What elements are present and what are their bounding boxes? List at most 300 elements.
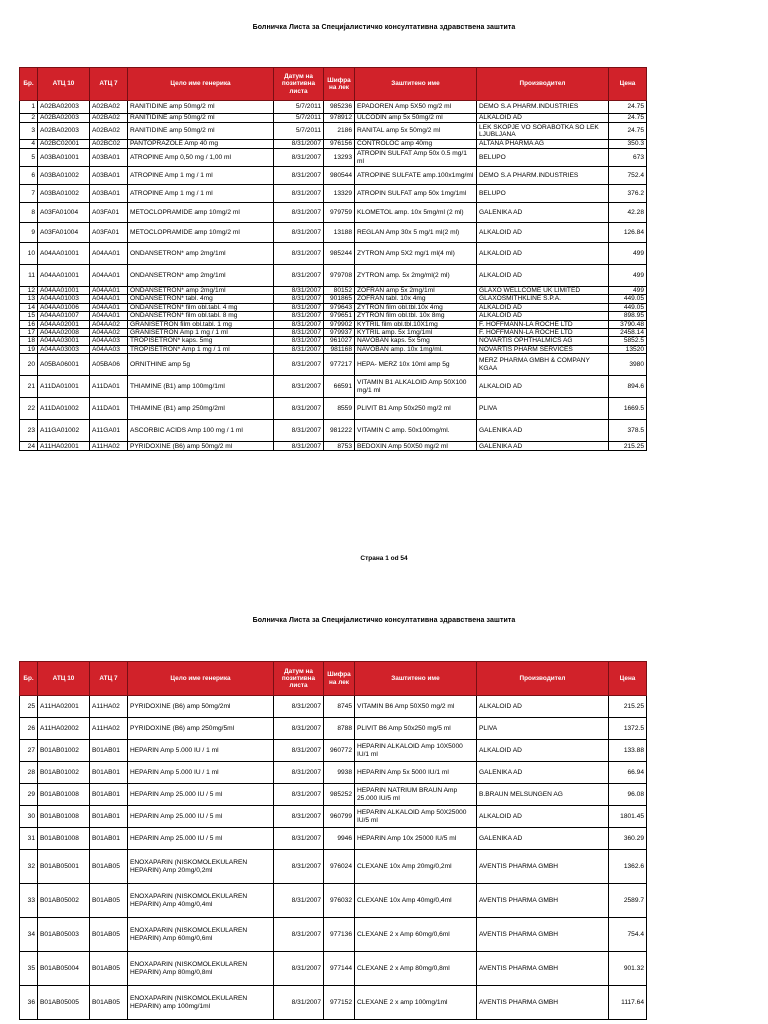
table-row bbox=[20, 295, 647, 303]
cell-positive-list-date: 5/7/2011 bbox=[274, 114, 324, 123]
cell-positive-list-date: 5/7/2011 bbox=[274, 123, 324, 140]
cell-positive-list-date: 8/31/2007 bbox=[274, 337, 324, 345]
cell-generic-name: ASCORBIC ACIDS Amp 100 mg / 1 ml bbox=[128, 420, 274, 442]
cell-positive-list-date: 8/31/2007 bbox=[274, 376, 324, 398]
cell-brand-name: ATROPIN SULFAT Amp 50x 0.5 mg/1 ml bbox=[355, 149, 477, 167]
table-row bbox=[20, 884, 647, 918]
cell-atc10: B01AB05004 bbox=[38, 952, 90, 986]
cell-number: 23 bbox=[20, 420, 38, 442]
header-producer: Производител bbox=[477, 68, 609, 101]
cell-generic-name: ENOXAPARIN (NISKOMOLEKULAREN HEPARIN) Amp 20mg/0,2ml bbox=[128, 850, 274, 884]
cell-atc7: A03BA01 bbox=[90, 149, 128, 167]
cell-drug-code: 13293 bbox=[324, 149, 355, 167]
cell-positive-list-date: 8/31/2007 bbox=[274, 696, 324, 718]
cell-brand-name: ULCODIN amp 5x 50mg/2 ml bbox=[355, 114, 477, 123]
cell-drug-code: 2186 bbox=[324, 123, 355, 140]
cell-drug-code: 979902 bbox=[324, 320, 355, 328]
cell-brand-name: EPADOREN Amp 5X50 mg/2 ml bbox=[355, 101, 477, 114]
cell-producer: BELUPO bbox=[477, 149, 609, 167]
header-drug-code: Шифра на лек bbox=[324, 68, 355, 101]
cell-drug-code: 978912 bbox=[324, 114, 355, 123]
cell-drug-code: 976032 bbox=[324, 884, 355, 918]
cell-atc7: A04AA01 bbox=[90, 265, 128, 287]
cell-price: 376.2 bbox=[609, 185, 647, 203]
cell-brand-name: PLIVIT B6 Amp 50x250 mg/5 ml bbox=[355, 718, 477, 740]
cell-number: 3 bbox=[20, 123, 38, 140]
cell-number: 18 bbox=[20, 337, 38, 345]
cell-number: 33 bbox=[20, 884, 38, 918]
cell-number: 25 bbox=[20, 696, 38, 718]
cell-generic-name: ONDANSETRON* film obl.tabl. 4 mg bbox=[128, 303, 274, 311]
cell-price: 126.84 bbox=[609, 223, 647, 243]
cell-number: 35 bbox=[20, 952, 38, 986]
cell-positive-list-date: 8/31/2007 bbox=[274, 329, 324, 337]
cell-price: 24.75 bbox=[609, 114, 647, 123]
cell-brand-name: VITAMIN B1 ALKALOID Amp 50X100 mg/1 ml bbox=[355, 376, 477, 398]
cell-positive-list-date: 8/31/2007 bbox=[274, 420, 324, 442]
cell-producer: AVENTIS PHARMA GMBH bbox=[477, 884, 609, 918]
cell-drug-code: 979643 bbox=[324, 303, 355, 311]
cell-price: 752.4 bbox=[609, 167, 647, 185]
cell-number: 28 bbox=[20, 762, 38, 784]
cell-generic-name: RANITIDINE amp 50mg/2 ml bbox=[128, 123, 274, 140]
table-row bbox=[20, 806, 647, 828]
table-row bbox=[20, 337, 647, 345]
table-row bbox=[20, 329, 647, 337]
header-atc7: АТЦ 7 bbox=[90, 68, 128, 101]
cell-price: 499 bbox=[609, 265, 647, 287]
cell-drug-code: 985252 bbox=[324, 784, 355, 806]
table-row bbox=[20, 828, 647, 850]
table-row bbox=[20, 312, 647, 320]
cell-brand-name: KLOMETOL amp. 10x 5mg/ml (2 ml) bbox=[355, 203, 477, 223]
cell-drug-code: 8745 bbox=[324, 696, 355, 718]
cell-brand-name: ZYTRON Amp 5X2 mg/1 ml(4 ml) bbox=[355, 243, 477, 265]
table-row bbox=[20, 123, 647, 140]
header-price: Цена bbox=[609, 68, 647, 101]
cell-drug-code: 13329 bbox=[324, 185, 355, 203]
cell-brand-name: BEDOXIN Amp 50X50 mg/2 ml bbox=[355, 442, 477, 451]
cell-drug-code: 976024 bbox=[324, 850, 355, 884]
cell-positive-list-date: 8/31/2007 bbox=[274, 223, 324, 243]
cell-price: 5852.5 bbox=[609, 337, 647, 345]
table-row bbox=[20, 345, 647, 353]
cell-price: 499 bbox=[609, 243, 647, 265]
cell-atc10: A05BA06001 bbox=[38, 354, 90, 376]
cell-producer: DEMO S.A PHARM.INDUSTRIES bbox=[477, 167, 609, 185]
cell-producer: NOVARTIS PHARM SERVICES bbox=[477, 345, 609, 353]
cell-positive-list-date: 8/31/2007 bbox=[274, 185, 324, 203]
cell-producer: ALKALOID AD bbox=[477, 696, 609, 718]
cell-producer: AVENTIS PHARMA GMBH bbox=[477, 952, 609, 986]
cell-price: 24.75 bbox=[609, 123, 647, 140]
cell-generic-name: HEPARIN Amp 25.000 IU / 5 ml bbox=[128, 828, 274, 850]
cell-atc7: B01AB05 bbox=[90, 884, 128, 918]
cell-positive-list-date: 8/31/2007 bbox=[274, 354, 324, 376]
cell-producer: DEMO S.A PHARM.INDUSTRIES bbox=[477, 101, 609, 114]
cell-drug-code: 9946 bbox=[324, 828, 355, 850]
cell-brand-name: HEPA- MERZ 10x 10ml amp 5g bbox=[355, 354, 477, 376]
cell-price: 673 bbox=[609, 149, 647, 167]
cell-producer: ALKALOID AD bbox=[477, 223, 609, 243]
cell-drug-code: 981222 bbox=[324, 420, 355, 442]
cell-drug-code: 9938 bbox=[324, 762, 355, 784]
cell-brand-name: ATROPIN SULFAT amp 50x 1mg/1ml bbox=[355, 185, 477, 203]
table-row bbox=[20, 420, 647, 442]
cell-number: 1 bbox=[20, 101, 38, 114]
cell-producer: ALKALOID AD bbox=[477, 303, 609, 311]
cell-atc10: A11HA02002 bbox=[38, 718, 90, 740]
cell-number: 32 bbox=[20, 850, 38, 884]
cell-atc10: B01AB01002 bbox=[38, 762, 90, 784]
cell-generic-name: ONDANSETRON* film obl.tabl. 8 mg bbox=[128, 312, 274, 320]
cell-brand-name: ZYTRON amp. 5x 2mg/ml(2 ml) bbox=[355, 265, 477, 287]
cell-drug-code: 977136 bbox=[324, 918, 355, 952]
cell-atc7: B01AB01 bbox=[90, 806, 128, 828]
cell-number: 10 bbox=[20, 243, 38, 265]
cell-brand-name: HEPARIN Amp 10x 25000 IU/5 ml bbox=[355, 828, 477, 850]
cell-brand-name: CONTROLOC amp 40mg bbox=[355, 140, 477, 149]
cell-positive-list-date: 8/31/2007 bbox=[274, 918, 324, 952]
cell-drug-code: 8559 bbox=[324, 398, 355, 420]
cell-atc10: B01AB05002 bbox=[38, 884, 90, 918]
drug-list-table bbox=[19, 661, 647, 1020]
cell-price: 898.95 bbox=[609, 312, 647, 320]
cell-atc10: A02BA02003 bbox=[38, 123, 90, 140]
cell-generic-name: TROPISETRON* Amp 1 mg / 1 ml bbox=[128, 345, 274, 353]
cell-generic-name: ATROPINE Amp 1 mg / 1 ml bbox=[128, 167, 274, 185]
cell-atc7: A03FA01 bbox=[90, 203, 128, 223]
table-row bbox=[20, 354, 647, 376]
cell-brand-name: ATROPINE SULFATE amp.100x1mg/ml bbox=[355, 167, 477, 185]
table-row bbox=[20, 918, 647, 952]
cell-number: 21 bbox=[20, 376, 38, 398]
table-body bbox=[20, 101, 647, 451]
cell-atc7: A05BA06 bbox=[90, 354, 128, 376]
cell-drug-code: 980544 bbox=[324, 167, 355, 185]
cell-drug-code: 979759 bbox=[324, 203, 355, 223]
cell-number: 27 bbox=[20, 740, 38, 762]
cell-drug-code: 13188 bbox=[324, 223, 355, 243]
cell-atc10: A02BC02001 bbox=[38, 140, 90, 149]
cell-drug-code: 960799 bbox=[324, 806, 355, 828]
cell-atc7: B01AB01 bbox=[90, 740, 128, 762]
cell-atc10: B01AB01002 bbox=[38, 740, 90, 762]
cell-atc7: A04AA03 bbox=[90, 345, 128, 353]
table-row bbox=[20, 442, 647, 451]
cell-atc10: A11DA01002 bbox=[38, 398, 90, 420]
cell-number: 8 bbox=[20, 203, 38, 223]
cell-atc10: B01AB01008 bbox=[38, 828, 90, 850]
cell-number: 17 bbox=[20, 329, 38, 337]
cell-brand-name: ZOFRAN amp 5x 2mg/1ml bbox=[355, 287, 477, 295]
cell-producer: GALENIKA AD bbox=[477, 420, 609, 442]
cell-price: 2589.7 bbox=[609, 884, 647, 918]
cell-atc7: A02BA02 bbox=[90, 123, 128, 140]
table-row bbox=[20, 223, 647, 243]
header-drug-code: Шифра на лек bbox=[324, 662, 355, 696]
cell-atc7: A04AA01 bbox=[90, 312, 128, 320]
cell-price: 1372.5 bbox=[609, 718, 647, 740]
cell-positive-list-date: 8/31/2007 bbox=[274, 806, 324, 828]
cell-producer: B.BRAUN MELSUNGEN AG bbox=[477, 784, 609, 806]
cell-drug-code: 80152 bbox=[324, 287, 355, 295]
cell-price: 3790.48 bbox=[609, 320, 647, 328]
cell-atc7: B01AB01 bbox=[90, 762, 128, 784]
table-row bbox=[20, 185, 647, 203]
cell-atc10: A03BA01002 bbox=[38, 185, 90, 203]
cell-price: 449.05 bbox=[609, 303, 647, 311]
cell-brand-name: RANITAL amp 5x 50mg/2 ml bbox=[355, 123, 477, 140]
cell-atc10: A11GA01002 bbox=[38, 420, 90, 442]
cell-positive-list-date: 8/31/2007 bbox=[274, 203, 324, 223]
cell-number: 2 bbox=[20, 114, 38, 123]
cell-brand-name: REGLAN Amp 30x 5 mg/1 ml(2 ml) bbox=[355, 223, 477, 243]
cell-producer: ALTANA PHARMA AG bbox=[477, 140, 609, 149]
cell-drug-code: 977144 bbox=[324, 952, 355, 986]
cell-price: 96.08 bbox=[609, 784, 647, 806]
cell-atc7: A04AA01 bbox=[90, 243, 128, 265]
cell-generic-name: ONDANSETRON* amp 2mg/1ml bbox=[128, 287, 274, 295]
cell-producer: GALENIKA AD bbox=[477, 828, 609, 850]
cell-producer: GLAXO WELLCOME UK LIMITED bbox=[477, 287, 609, 295]
cell-brand-name: CLEXANE 10x Amp 40mg/0,4ml bbox=[355, 884, 477, 918]
cell-positive-list-date: 8/31/2007 bbox=[274, 398, 324, 420]
cell-atc7: B01AB01 bbox=[90, 784, 128, 806]
table-row bbox=[20, 784, 647, 806]
cell-brand-name: VITAMIN B6 Amp 50X50 mg/2 ml bbox=[355, 696, 477, 718]
cell-positive-list-date: 8/31/2007 bbox=[274, 243, 324, 265]
header-atc10: АТЦ 10 bbox=[38, 662, 90, 696]
cell-number: 9 bbox=[20, 223, 38, 243]
cell-atc7: A03FA01 bbox=[90, 223, 128, 243]
table-header bbox=[20, 662, 647, 696]
cell-atc10: B01AB05005 bbox=[38, 986, 90, 1020]
cell-atc7: A11DA01 bbox=[90, 376, 128, 398]
header-price: Цена bbox=[609, 662, 647, 696]
cell-generic-name: RANITIDINE amp 50mg/2 ml bbox=[128, 114, 274, 123]
cell-generic-name: THIAMINE (B1) amp 100mg/1ml bbox=[128, 376, 274, 398]
cell-producer: AVENTIS PHARMA GMBH bbox=[477, 986, 609, 1020]
cell-producer: PLIVA bbox=[477, 398, 609, 420]
cell-drug-code: 979651 bbox=[324, 312, 355, 320]
cell-number: 16 bbox=[20, 320, 38, 328]
cell-number: 15 bbox=[20, 312, 38, 320]
header-number: Бр. bbox=[20, 662, 38, 696]
cell-producer: AVENTIS PHARMA GMBH bbox=[477, 918, 609, 952]
cell-number: 20 bbox=[20, 354, 38, 376]
table-row bbox=[20, 140, 647, 149]
cell-atc7: A02BA02 bbox=[90, 101, 128, 114]
cell-brand-name: HEPARIN NATRIUM BRAUN Amp 25.000 IU/5 ml bbox=[355, 784, 477, 806]
cell-number: 4 bbox=[20, 140, 38, 149]
cell-generic-name: ENOXAPARIN (NISKOMOLEKULAREN HEPARIN) Amp 40mg/0,4ml bbox=[128, 884, 274, 918]
table-row bbox=[20, 850, 647, 884]
header-generic-name: Цело име генерика bbox=[128, 662, 274, 696]
cell-atc10: A03FA01004 bbox=[38, 223, 90, 243]
cell-positive-list-date: 8/31/2007 bbox=[274, 167, 324, 185]
cell-brand-name: KYTRIL film obl.tbl.10X1mg bbox=[355, 320, 477, 328]
cell-price: 754.4 bbox=[609, 918, 647, 952]
cell-brand-name: NAVOBAN amp. 10x 1mg/ml. bbox=[355, 345, 477, 353]
cell-positive-list-date: 8/31/2007 bbox=[274, 287, 324, 295]
cell-producer: GALENIKA AD bbox=[477, 762, 609, 784]
cell-drug-code: 8753 bbox=[324, 442, 355, 451]
cell-price: 1362.6 bbox=[609, 850, 647, 884]
cell-drug-code: 979937 bbox=[324, 329, 355, 337]
cell-brand-name: NAVOBAN kaps. 5x 5mg bbox=[355, 337, 477, 345]
cell-generic-name: ENOXAPARIN (NISKOMOLEKULAREN HEPARIN) Amp 80mg/0,8ml bbox=[128, 952, 274, 986]
cell-atc7: A11HA02 bbox=[90, 442, 128, 451]
header-producer: Производител bbox=[477, 662, 609, 696]
cell-brand-name: HEPARIN ALKALOID Amp 50X25000 IU/5 ml bbox=[355, 806, 477, 828]
cell-positive-list-date: 8/31/2007 bbox=[274, 952, 324, 986]
cell-number: 19 bbox=[20, 345, 38, 353]
header-positive-list-date: Датум на позитивна листа bbox=[274, 68, 324, 101]
table-row bbox=[20, 398, 647, 420]
cell-drug-code: 901865 bbox=[324, 295, 355, 303]
cell-producer: AVENTIS PHARMA GMBH bbox=[477, 850, 609, 884]
table-header bbox=[20, 68, 647, 101]
cell-generic-name: ENOXAPARIN (NISKOMOLEKULAREN HEPARIN) amp 100mg/1ml bbox=[128, 986, 274, 1020]
cell-drug-code: 8788 bbox=[324, 718, 355, 740]
cell-atc7: A04AA01 bbox=[90, 287, 128, 295]
cell-price: 449.05 bbox=[609, 295, 647, 303]
cell-producer: GALENIKA AD bbox=[477, 442, 609, 451]
cell-brand-name: KYTRIL amp. 5x 1mg/1ml bbox=[355, 329, 477, 337]
cell-atc7: B01AB05 bbox=[90, 986, 128, 1020]
table-row bbox=[20, 376, 647, 398]
cell-drug-code: 981168 bbox=[324, 345, 355, 353]
table-row bbox=[20, 762, 647, 784]
header-atc7: АТЦ 7 bbox=[90, 662, 128, 696]
table-row bbox=[20, 320, 647, 328]
cell-atc10: B01AB01008 bbox=[38, 784, 90, 806]
table-row bbox=[20, 265, 647, 287]
cell-positive-list-date: 8/31/2007 bbox=[274, 345, 324, 353]
cell-positive-list-date: 8/31/2007 bbox=[274, 295, 324, 303]
cell-atc7: A02BC02 bbox=[90, 140, 128, 149]
cell-drug-code: 977152 bbox=[324, 986, 355, 1020]
cell-number: 24 bbox=[20, 442, 38, 451]
cell-positive-list-date: 8/31/2007 bbox=[274, 740, 324, 762]
table-row bbox=[20, 303, 647, 311]
cell-brand-name: ZOFRAN tabl. 10x 4mg bbox=[355, 295, 477, 303]
cell-generic-name: HEPARIN Amp 25.000 IU / 5 ml bbox=[128, 806, 274, 828]
cell-generic-name: PANTOPRAZOLE Amp 40 mg bbox=[128, 140, 274, 149]
cell-atc7: A04AA03 bbox=[90, 337, 128, 345]
cell-drug-code: 976156 bbox=[324, 140, 355, 149]
cell-atc10: A04AA01006 bbox=[38, 303, 90, 311]
cell-producer: ALKALOID AD bbox=[477, 312, 609, 320]
cell-producer: MERZ PHARMA GMBH & COMPANY KGAA bbox=[477, 354, 609, 376]
cell-atc7: B01AB01 bbox=[90, 828, 128, 850]
cell-price: 66.94 bbox=[609, 762, 647, 784]
table-row bbox=[20, 167, 647, 185]
cell-producer: GALENIKA AD bbox=[477, 203, 609, 223]
cell-brand-name: PLIVIT B1 Amp 50x250 mg/2 ml bbox=[355, 398, 477, 420]
cell-atc10: A04AA02008 bbox=[38, 329, 90, 337]
cell-number: 26 bbox=[20, 718, 38, 740]
cell-atc10: A02BA02003 bbox=[38, 101, 90, 114]
cell-atc7: B01AB05 bbox=[90, 952, 128, 986]
cell-positive-list-date: 8/31/2007 bbox=[274, 762, 324, 784]
cell-price: 133.88 bbox=[609, 740, 647, 762]
table-row bbox=[20, 718, 647, 740]
cell-number: 13 bbox=[20, 295, 38, 303]
cell-atc10: A04AA03001 bbox=[38, 337, 90, 345]
cell-atc10: B01AB05003 bbox=[38, 918, 90, 952]
cell-number: 30 bbox=[20, 806, 38, 828]
cell-atc7: A03BA01 bbox=[90, 167, 128, 185]
cell-producer: F. HOFFMANN-LA ROCHE LTD bbox=[477, 329, 609, 337]
cell-atc7: A04AA01 bbox=[90, 303, 128, 311]
cell-atc7: A04AA02 bbox=[90, 320, 128, 328]
cell-atc10: A11HA02001 bbox=[38, 696, 90, 718]
cell-drug-code: 66591 bbox=[324, 376, 355, 398]
cell-number: 29 bbox=[20, 784, 38, 806]
cell-atc10: A03BA01001 bbox=[38, 149, 90, 167]
cell-price: 378.5 bbox=[609, 420, 647, 442]
cell-atc10: A02BA02003 bbox=[38, 114, 90, 123]
cell-brand-name: HEPARIN ALKALOID Amp 10X5000 IU/1 ml bbox=[355, 740, 477, 762]
cell-atc7: B01AB05 bbox=[90, 850, 128, 884]
cell-drug-code: 960772 bbox=[324, 740, 355, 762]
cell-price: 215.25 bbox=[609, 696, 647, 718]
cell-positive-list-date: 8/31/2007 bbox=[274, 986, 324, 1020]
cell-price: 3980 bbox=[609, 354, 647, 376]
cell-atc7: A11HA02 bbox=[90, 696, 128, 718]
cell-positive-list-date: 8/31/2007 bbox=[274, 718, 324, 740]
cell-atc10: A03FA01004 bbox=[38, 203, 90, 223]
cell-price: 24.75 bbox=[609, 101, 647, 114]
cell-atc7: A02BA02 bbox=[90, 114, 128, 123]
cell-positive-list-date: 8/31/2007 bbox=[274, 442, 324, 451]
cell-brand-name: ZYTRON film obl.tbl. 10x 8mg bbox=[355, 312, 477, 320]
cell-generic-name: ONDANSETRON* amp 2mg/1ml bbox=[128, 265, 274, 287]
cell-generic-name: RANITIDINE amp 50mg/2 ml bbox=[128, 101, 274, 114]
cell-atc10: A03BA01002 bbox=[38, 167, 90, 185]
cell-positive-list-date: 8/31/2007 bbox=[274, 784, 324, 806]
cell-drug-code: 961027 bbox=[324, 337, 355, 345]
cell-positive-list-date: 8/31/2007 bbox=[274, 312, 324, 320]
page-indicator: Страна 1 od 54 bbox=[360, 555, 408, 562]
header-positive-list-date: Датум на позитивна листа bbox=[274, 662, 324, 696]
cell-brand-name: CLEXANE 2 x Amp 60mg/0,6ml bbox=[355, 918, 477, 952]
cell-number: 12 bbox=[20, 287, 38, 295]
cell-producer: BELUPO bbox=[477, 185, 609, 203]
cell-number: 14 bbox=[20, 303, 38, 311]
cell-number: 7 bbox=[20, 185, 38, 203]
table-row bbox=[20, 740, 647, 762]
cell-generic-name: HEPARIN Amp 5.000 IU / 1 ml bbox=[128, 740, 274, 762]
cell-price: 215.25 bbox=[609, 442, 647, 451]
cell-atc10: A11DA01001 bbox=[38, 376, 90, 398]
table-row bbox=[20, 114, 647, 123]
cell-producer: PLIVA bbox=[477, 718, 609, 740]
cell-generic-name: THIAMINE (B1) amp 250mg/2ml bbox=[128, 398, 274, 420]
table-row bbox=[20, 986, 647, 1020]
cell-positive-list-date: 8/31/2007 bbox=[274, 320, 324, 328]
cell-generic-name: ATROPINE Amp 1 mg / 1 ml bbox=[128, 185, 274, 203]
cell-atc7: A04AA01 bbox=[90, 295, 128, 303]
cell-generic-name: ORNITHINE amp 5g bbox=[128, 354, 274, 376]
cell-price: 2458.14 bbox=[609, 329, 647, 337]
cell-atc10: A04AA01001 bbox=[38, 287, 90, 295]
drug-list-table bbox=[19, 67, 647, 451]
cell-drug-code: 979708 bbox=[324, 265, 355, 287]
cell-drug-code: 985244 bbox=[324, 243, 355, 265]
